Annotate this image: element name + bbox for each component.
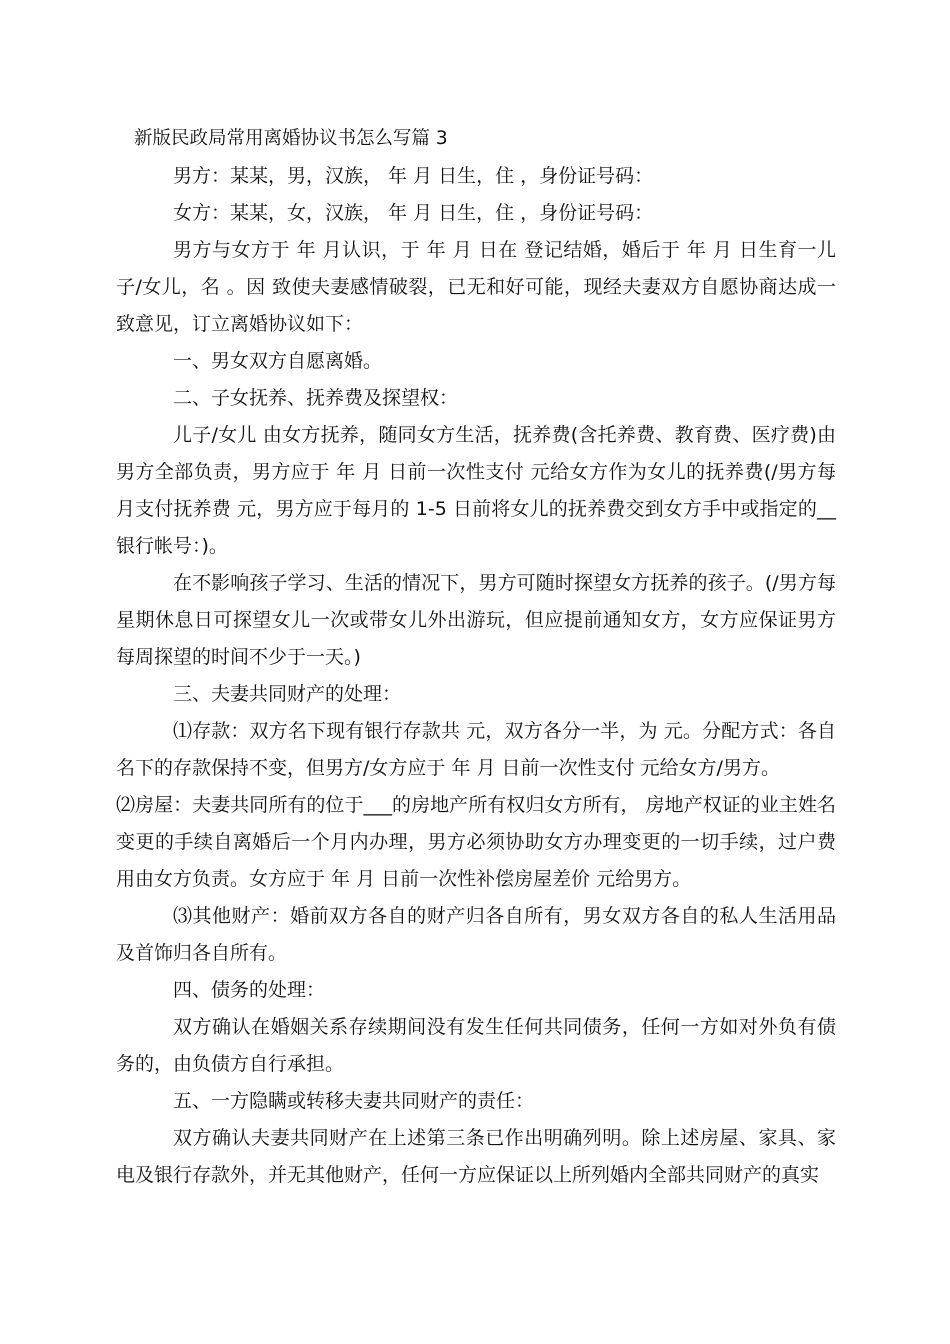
paragraph-visitation: 在不影响孩子学习、生活的情况下，男方可随时探望女方抚养的孩子。(/男方每星期休息日可探望女儿一次或带女儿外出游玩，但应提前通知女方，女方应保证男方每周探望的时间不少于一天。) <box>116 572 836 668</box>
paragraph-male-party: 男方：某某，男，汉族， 年 月 日生，住 ，身份证号码： <box>173 165 654 187</box>
paragraph-property-confirmation: 双方确认夫妻共同财产在上述第三条已作出明确列明。除上述房屋、家具、家电及银行存款外，并无其他财产，任何一方应保证以上所列婚内全部共同财产的真实 <box>116 1127 836 1186</box>
paragraph-clause-1: 一、男女双方自愿离婚。 <box>173 350 383 372</box>
paragraph-background: 男方与女方于 年 月认识，于 年 月 日在 登记结婚，婚后于 年 月 日生育一儿子/女儿，名 。因 致使夫妻感情破裂，已无和好可能，现经夫妻双方自愿协商达成一致意见，订立离婚协议如下： <box>116 239 836 335</box>
document-body <box>116 158 836 1194</box>
paragraph-female-party: 女方：某某，女，汉族， 年 月 日生，住 ，身份证号码： <box>173 202 654 224</box>
paragraph-clause-2-heading: 二、子女抚养、抚养费及探望权： <box>173 387 459 409</box>
document-title: 新版民政局常用离婚协议书怎么写篇 3 <box>134 128 448 149</box>
paragraph-clause-4-heading: 四、债务的处理： <box>173 979 326 1001</box>
paragraph-savings: ⑴存款：双方名下现有银行存款共 元，双方各分一半，为 元。分配方式：各自名下的存款保持不变，但男方/女方应于 年 月 日前一次性支付 元给女方/男方。 <box>116 720 836 779</box>
paragraph-house: ⑵房屋：夫妻共同所有的位于___的房地产所有权归女方所有， 房地产权证的业主姓名变更的手续自离婚后一个月内办理，男方必须协助女方办理变更的一切手续，过户费用由女方负责。女方应于 年 月 日前一次性补偿房屋差价 元给男方。 <box>116 794 836 890</box>
paragraph-child-support: 儿子/女儿 由女方抚养，随同女方生活，抚养费(含托养费、教育费、医疗费)由男方全部负责，男方应于 年 月 日前一次性支付 元给女方作为女儿的抚养费(/男方每月支付抚养费 元，男方应于每月的 1-5 日前将女儿的抚养费交到女方手中或指定的__银行帐号：)。 <box>116 424 836 557</box>
paragraph-clause-3-heading: 三、夫妻共同财产的处理： <box>173 683 402 705</box>
paragraph-clause-5-heading: 五、一方隐瞒或转移夫妻共同财产的责任： <box>173 1090 535 1112</box>
paragraph-other-property: ⑶其他财产：婚前双方各自的财产归各自所有，男女双方各自的私人生活用品及首饰归各自所有。 <box>116 905 836 964</box>
paragraph-debts: 双方确认在婚姻关系存续期间没有发生任何共同债务，任何一方如对外负有债务的，由负债方自行承担。 <box>116 1016 836 1075</box>
